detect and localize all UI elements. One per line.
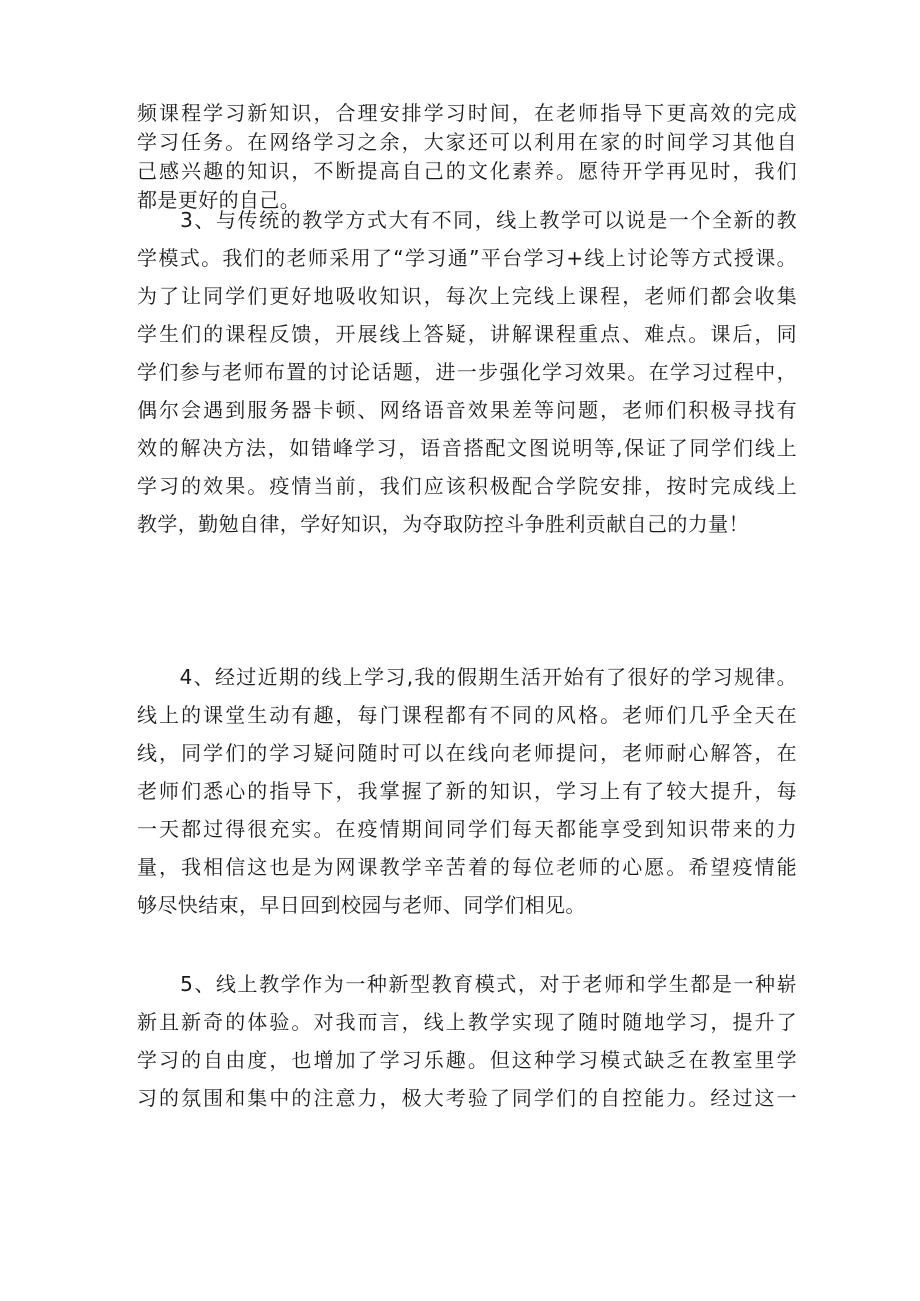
text-line: 新且新奇的体验。对我而言，线上教学实现了随时随地学习，提升了	[137, 1010, 797, 1034]
text-line: 5、线上教学作为一种新型教育模式，对于老师和学生都是一种崭	[137, 972, 797, 996]
text-line: 学模式。我们的老师采用了“学习通”平台学习+线上讨论等方式授课。	[137, 246, 797, 270]
text-line: 己感兴趣的知识，不断提高自己的文化素养。愿待开学再见时，我们	[137, 159, 797, 183]
text-line: 3、与传统的教学方式大有不同，线上教学可以说是一个全新的教	[137, 208, 797, 232]
text-line: 老师们悉心的指导下，我掌握了新的知识，学习上有了较大提升，每	[137, 779, 797, 803]
text-line: 学们参与老师布置的讨论话题，进一步强化学习效果。在学习过程中，	[137, 360, 797, 384]
text-line: 为了让同学们更好地吸收知识，每次上完线上课程，老师们都会收集	[137, 284, 797, 308]
text-line: 偶尔会遇到服务器卡顿、网络语音效果差等问题，老师们积极寻找有	[137, 398, 797, 422]
paragraph-5	[137, 965, 797, 1117]
text-line: 学习的效果。疫情当前，我们应该积极配合学院安排，按时完成线上	[137, 474, 797, 498]
text-line: 学生们的课程反馈，开展线上答疑，讲解课程重点、难点。课后，同	[137, 322, 797, 346]
text-line: 频课程学习新知识，合理安排学习时间，在老师指导下更高效的完成	[137, 101, 797, 125]
text-line: 学习的自由度，也增加了学习乐趣。但这种学习模式缺乏在教室里学	[137, 1048, 797, 1072]
text-line: 习的氛围和集中的注意力，极大考验了同学们的自控能力。经过这一	[137, 1086, 797, 1110]
text-line: 都是更好的自己。	[137, 188, 301, 212]
text-line: 效的解决方法，如错峰学习，语音搭配文图说明等,保证了同学们线上	[137, 436, 797, 460]
paragraph-continued	[137, 99, 797, 215]
text-line: 线，同学们的学习疑问随时可以在线向老师提问，老师耐心解答，在	[137, 741, 797, 765]
text-line: 够尽快结束，早日回到校园与老师、同学们相见。	[137, 893, 586, 917]
text-line: 学习任务。在网络学习之余，大家还可以利用在家的时间学习其他自	[137, 130, 797, 154]
paragraph-4	[137, 658, 797, 924]
text-line: 量，我相信这也是为网课教学辛苦着的每位老师的心愿。希望疫情能	[137, 855, 797, 879]
text-line: 4、经过近期的线上学习,我的假期生活开始有了很好的学习规律。	[137, 665, 797, 689]
text-line: 教学，勤勉自律，学好知识，为夺取防控斗争胜利贡献自己的力量！	[137, 512, 749, 536]
paragraph-3	[137, 201, 797, 543]
text-line: 一天都过得很充实。在疫情期间同学们每天都能享受到知识带来的力	[137, 817, 797, 841]
text-line: 线上的课堂生动有趣，每门课程都有不同的风格。老师们几乎全天在	[137, 703, 797, 727]
